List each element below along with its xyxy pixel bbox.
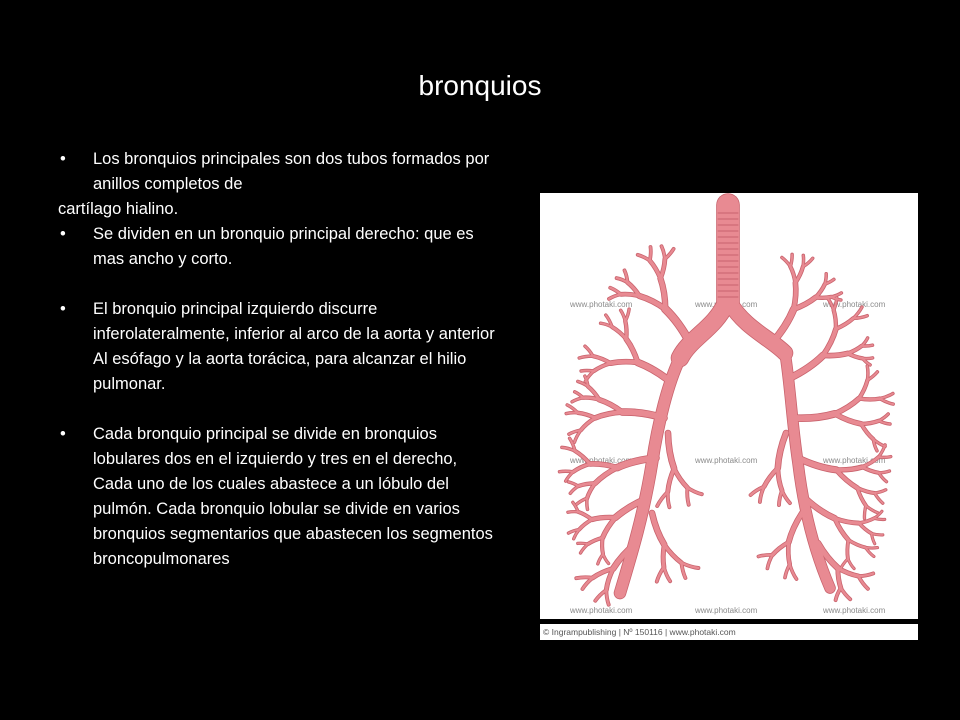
airway-branch <box>866 548 878 549</box>
image-credit: © Ingrampublishing | Nº 150116 | www.photaki.com <box>540 624 918 640</box>
airway-branch <box>603 518 616 538</box>
bullet-text: Cada bronquio principal se divide en bronquios lobulares dos en el izquierdo y tres en el derecho, Cada uno de los cuales abastece a un lóbulo del pulmón. Cada bronquio lobular se divide en varios bronquios segmentarios que abastecen los segmentos broncopulmonares <box>93 425 493 568</box>
watermark-text: www.photaki.com <box>570 606 633 615</box>
watermark-text: www.photaki.com <box>570 456 633 465</box>
airway-branch <box>847 540 848 559</box>
bronchial-tree-illustration <box>540 193 918 619</box>
airway-branch <box>879 457 891 458</box>
airway-branch <box>625 321 626 339</box>
airway-branch <box>823 329 836 355</box>
airway-branch <box>663 545 664 567</box>
airway-branch <box>583 578 593 589</box>
bullet-item-1 <box>58 147 498 197</box>
airway-branch <box>816 297 832 298</box>
airway-branch <box>611 362 638 364</box>
airway-branch <box>674 469 687 488</box>
airway-branch <box>578 543 588 544</box>
slide-title: bronquios <box>418 70 542 101</box>
airway-branch <box>650 261 661 279</box>
airway-branch <box>823 353 848 355</box>
airway-branch <box>875 493 883 503</box>
watermark-text: www.photaki.com <box>823 606 886 615</box>
airway-branch <box>579 520 592 530</box>
bullet-continuation: cartílago hialino. <box>58 200 179 218</box>
watermark-text: www.photaki.com <box>823 300 886 309</box>
airway-branch <box>581 418 595 430</box>
airway-branch <box>595 590 606 601</box>
watermark-text: www.photaki.com <box>823 456 886 465</box>
bullet-item-4 <box>58 422 498 572</box>
airway-branch <box>863 358 873 359</box>
airway-branch <box>764 468 778 486</box>
airway-branch <box>772 309 794 343</box>
bullet-item-3 <box>58 297 498 397</box>
airway-branch <box>581 371 594 372</box>
airway-branch <box>835 399 859 414</box>
airway-branch <box>592 517 616 519</box>
watermark-text: www.photaki.com <box>570 300 633 309</box>
airway-branch <box>867 366 868 380</box>
airway-branch <box>803 255 804 266</box>
airway-branch <box>576 577 592 578</box>
airway-branch <box>790 355 823 378</box>
bullet-dot: • <box>60 225 66 243</box>
airway-branch <box>612 327 626 339</box>
bullet-dot: • <box>60 150 66 168</box>
bullet-list <box>58 147 498 572</box>
bullet-text: Los bronquios principales son dos tubos formados por anillos completos de <box>93 150 490 193</box>
bullet-dot: • <box>60 300 66 318</box>
watermark-text: www.photaki.com <box>695 606 758 615</box>
airway-branch <box>665 309 690 343</box>
airway-branch <box>788 542 789 564</box>
airway-branch <box>668 469 674 492</box>
airway-branch <box>862 345 873 346</box>
airway-branch <box>602 538 603 554</box>
airway-branch <box>794 283 796 310</box>
airway-branch <box>836 470 857 488</box>
airway-branch <box>841 588 850 599</box>
airway-branch <box>859 399 880 400</box>
watermark-text: www.photaki.com <box>695 300 758 309</box>
airway-branch <box>858 576 868 589</box>
airway-branch <box>595 468 617 484</box>
airway-branch <box>587 498 588 509</box>
airway-branch <box>778 433 786 468</box>
airway-branch <box>861 424 873 439</box>
airway-branch <box>638 362 672 383</box>
airway-branch <box>650 247 651 261</box>
airway-branch <box>664 545 681 563</box>
airway-branch <box>730 303 785 353</box>
bullet-item-2 <box>58 222 498 272</box>
airway-branch <box>836 318 853 329</box>
airway-branch <box>560 471 574 472</box>
airway-branch <box>566 413 578 414</box>
airway-branch <box>568 512 578 513</box>
bullet-text: El bronquio principal izquierdo discurre inferolateralmente, inferior al arco de la aorta y anterior Al esófago y la aorta torácica, para alcanzar el hilio pulmonar. <box>93 300 495 393</box>
airway-branch <box>859 523 872 533</box>
bronchial-tree <box>560 205 894 605</box>
bullet-text: Se dividen en un bronquio principal derecho: que es mas ancho y corto. <box>93 225 474 268</box>
watermark-text: www.photaki.com <box>695 456 758 465</box>
bullet-dot: • <box>60 425 66 443</box>
bronchial-tree-figure <box>540 193 918 619</box>
